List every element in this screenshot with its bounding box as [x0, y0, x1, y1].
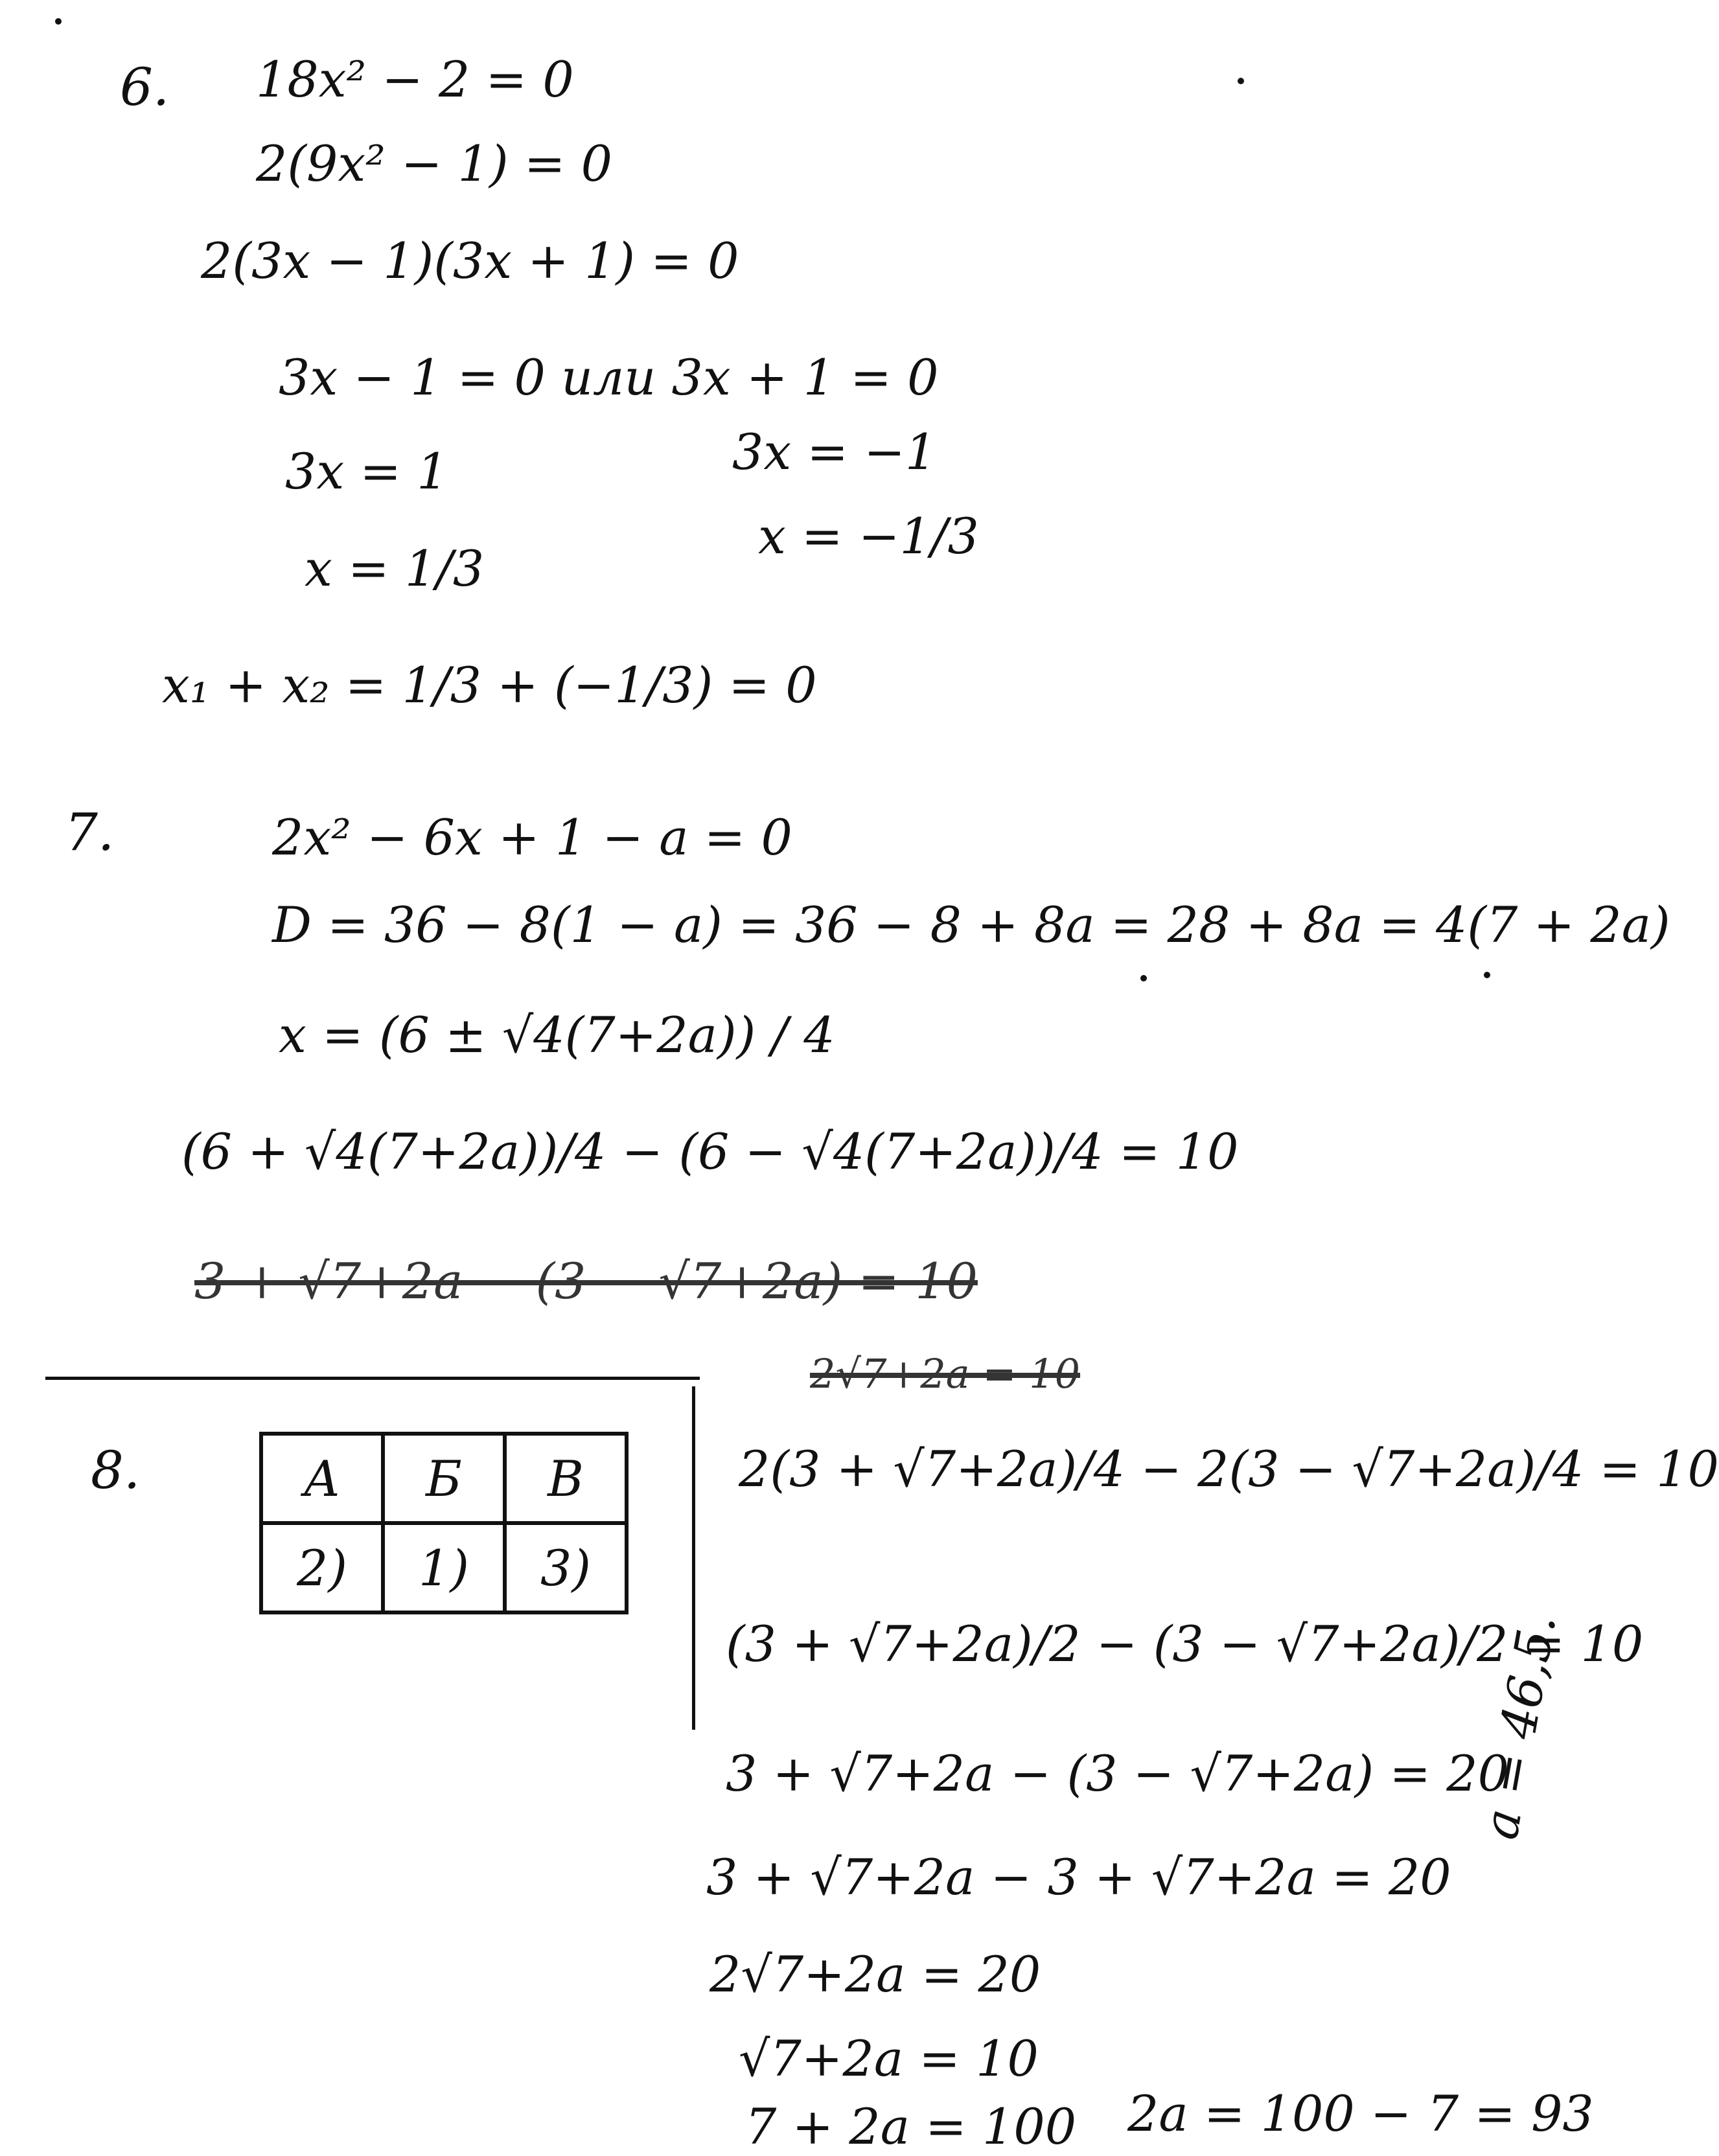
p7-right-3: 3 + √7+2a − (3 − √7+2a) = 20: [726, 1745, 1509, 1802]
p6-line-4: 3x − 1 = 0 или 3x + 1 = 0: [279, 349, 939, 406]
table-header-a: А: [261, 1434, 383, 1523]
answer-table-header-row: [261, 1434, 627, 1523]
p7-answer-rotated: a = 46,5.: [1471, 1609, 1567, 1844]
p6-line-3: 2(3x − 1)(3x + 1) = 0: [201, 232, 739, 290]
p7-right-7: 7 + 2a = 100: [745, 2098, 1077, 2155]
p7-discriminant: D = 36 − 8(1 − a) = 36 − 8 + 8a = 28 + 8a = 4(7 + 2a): [272, 896, 1670, 954]
scan-speck: [1238, 78, 1244, 84]
p7-crossed-out-line: 3 + √7+2a − (3 − √7+2a) = 10: [194, 1252, 978, 1310]
p7-right-2: (3 + √7+2a)/2 − (3 − √7+2a)/2 = 10: [726, 1615, 1644, 1673]
problem-7-number: 7.: [65, 802, 115, 862]
table-header-v: В: [505, 1434, 627, 1523]
p6-line-2: 2(9x² − 1) = 0: [256, 135, 613, 192]
table-header-b: Б: [383, 1434, 505, 1523]
scan-speck: [55, 18, 62, 25]
column-divider: [692, 1386, 695, 1730]
p7-right-5: 2√7+2a = 20: [710, 1945, 1041, 2003]
p7-difference: (6 + √4(7+2a))/4 − (6 − √4(7+2a))/4 = 10: [181, 1123, 1239, 1180]
p6-line-6: 3x = −1: [732, 423, 937, 481]
p6-sum-line: x₁ + x₂ = 1/3 + (−1/3) = 0: [162, 656, 817, 714]
p6-line-1: 18x² − 2 = 0: [256, 51, 574, 108]
p7-roots: x = (6 ± √4(7+2a)) / 4: [279, 1006, 835, 1064]
scan-speck: [1140, 975, 1147, 981]
table-answer-a: 2): [261, 1523, 383, 1612]
answer-table: [259, 1432, 629, 1614]
table-answer-v: 3): [505, 1523, 627, 1612]
table-answer-b: 1): [383, 1523, 505, 1612]
p7-right-6: √7+2a = 10: [739, 2030, 1039, 2087]
p6-line-8: x = −1/3: [758, 507, 979, 565]
p7-line-1: 2x² − 6x + 1 − a = 0: [272, 808, 792, 866]
p7-right-8: 2a = 100 − 7 = 93: [1127, 2085, 1594, 2142]
p7-right-1: 2(3 + √7+2a)/4 − 2(3 − √7+2a)/4 = 10: [739, 1440, 1719, 1498]
p6-line-5: 3x = 1: [285, 442, 448, 500]
scan-speck: [1484, 972, 1490, 978]
p6-line-7: x = 1/3: [305, 540, 485, 597]
p7-right-4: 3 + √7+2a − 3 + √7+2a = 20: [706, 1848, 1451, 1906]
section-divider: [45, 1377, 700, 1380]
problem-6-number: 6.: [120, 57, 170, 117]
problem-8-number: 8.: [91, 1440, 141, 1500]
answer-table-answer-row: [261, 1523, 627, 1612]
p7-crossed-out-short: 2√7+2a = 10: [810, 1350, 1081, 1397]
